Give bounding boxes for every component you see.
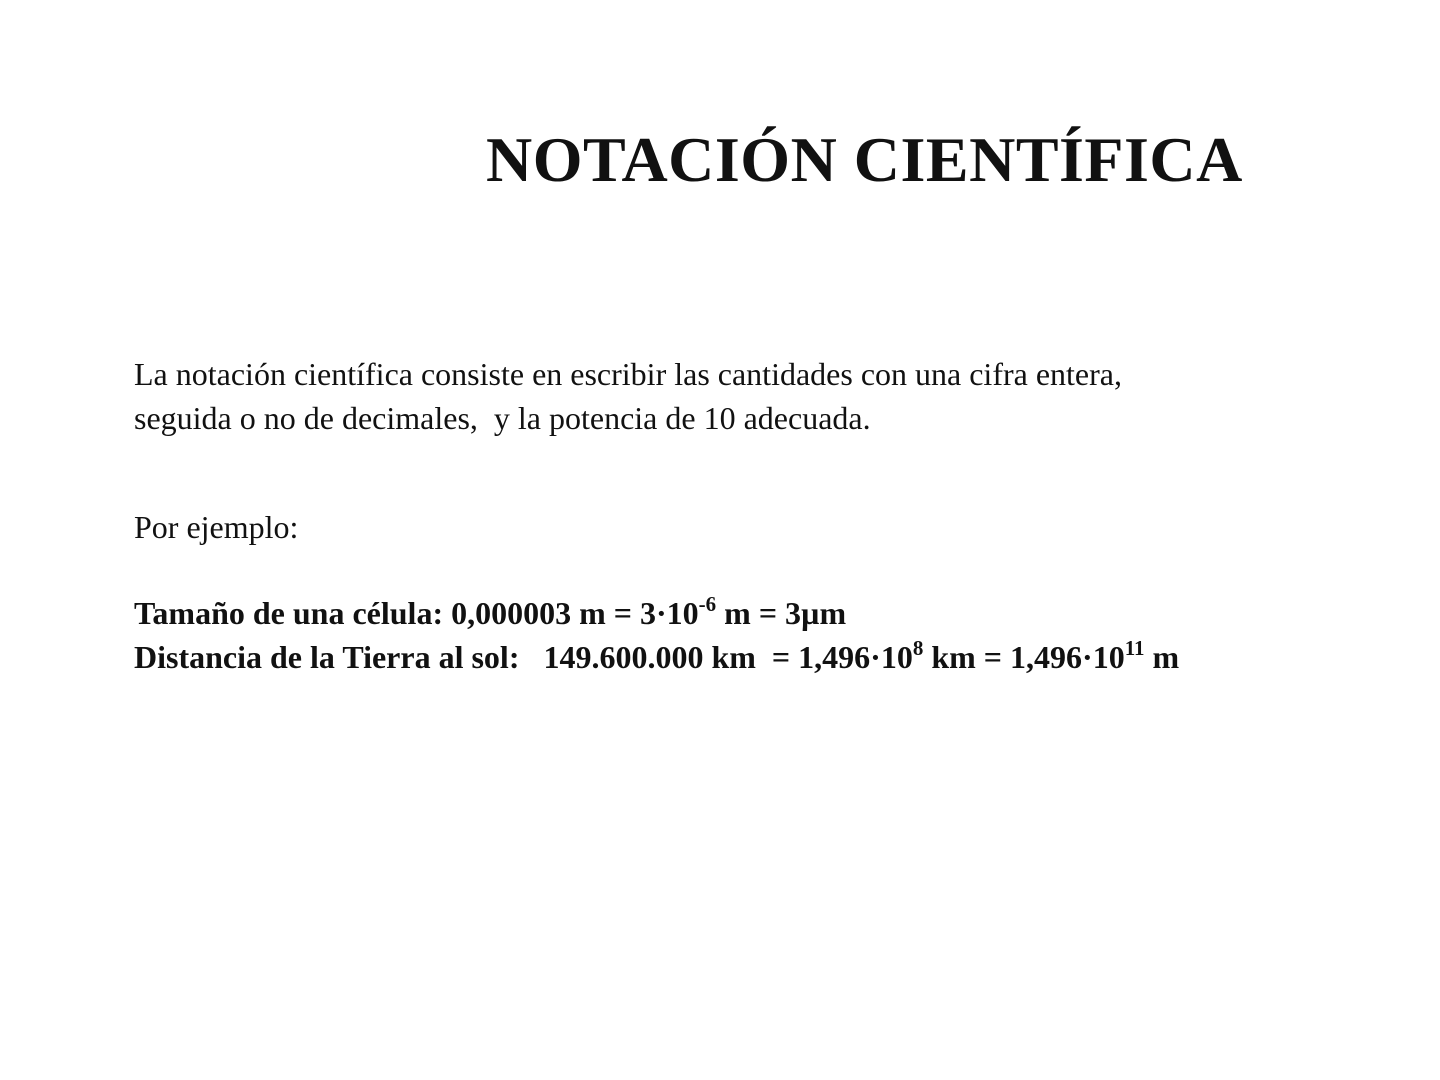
example-1-exponent: -6 [698,592,717,617]
intro-paragraph [134,352,1354,440]
example-2-exponent: 8 [912,636,924,661]
intro-line-2: seguida o no de decimales, y la potencia de 10 adecuada. [134,400,871,436]
example-earth-sun-distance [134,635,1179,679]
slide-title: NOTACIÓN CIENTÍFICA [486,124,1243,195]
intro-line-1: La notación científica consiste en escribir las cantidades con una cifra entera, [134,356,1122,392]
example-label: Por ejemplo: [134,509,299,545]
example-1-prefix: Tamaño de una célula: 0,000003 m = 3·10 [134,595,699,631]
examples-block [134,591,1179,679]
example-1-suffix: m = 3µm [716,595,847,631]
example-2-middle: km = 1,496·10 [923,639,1125,675]
example-cell-size [134,591,1179,635]
example-2-suffix: m [1144,639,1180,675]
example-2-exponent-2: 11 [1124,636,1145,661]
example-2-prefix: Distancia de la Tierra al sol: 149.600.000 km = 1,496·10 [134,639,913,675]
